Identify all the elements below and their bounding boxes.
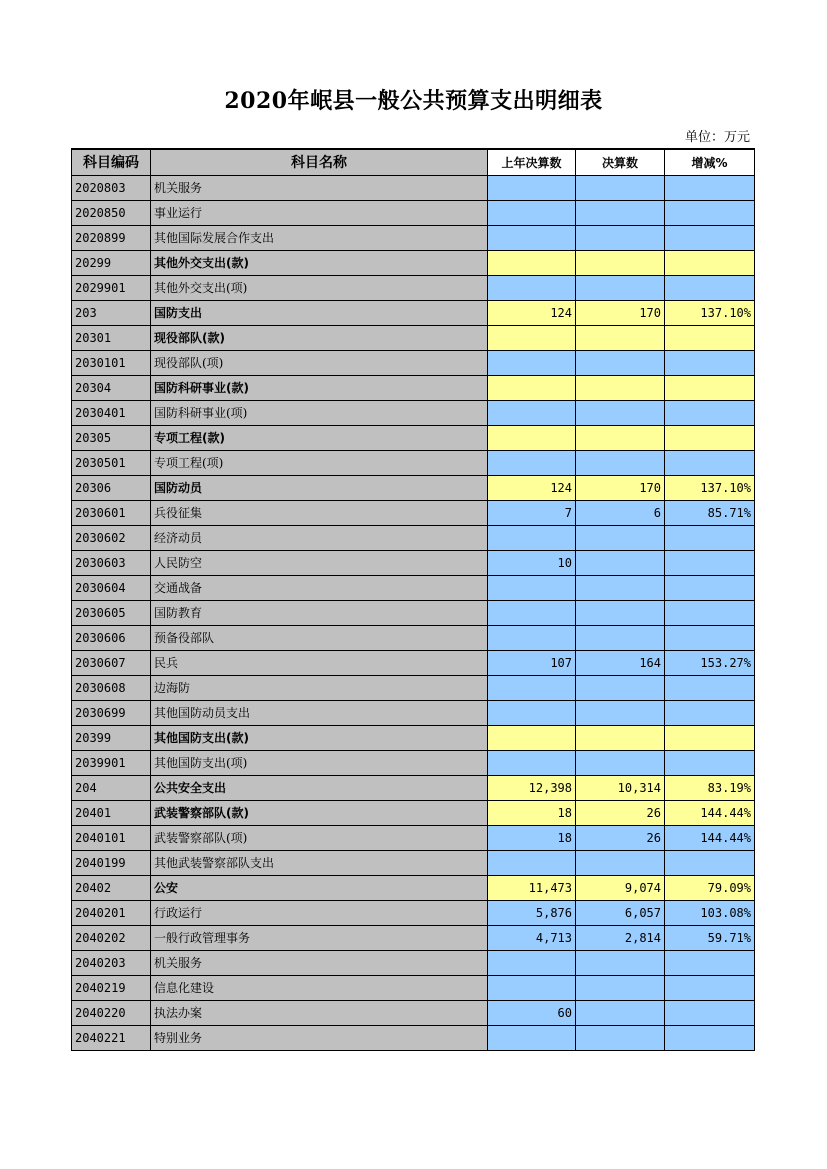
- name-cell: 其他外交支出(项): [151, 275, 488, 300]
- final-cell: [576, 675, 665, 700]
- prev-year-cell: [488, 600, 576, 625]
- final-cell: 9,074: [576, 875, 665, 900]
- table-row: [72, 450, 755, 475]
- code-cell: 2020803: [72, 175, 151, 200]
- code-cell: 2040202: [72, 925, 151, 950]
- change-cell: 59.71%: [665, 925, 755, 950]
- final-cell: [576, 200, 665, 225]
- code-cell: 20401: [72, 800, 151, 825]
- name-cell: 交通战备: [151, 575, 488, 600]
- code-cell: 20306: [72, 475, 151, 500]
- change-cell: [665, 175, 755, 200]
- code-cell: 2030699: [72, 700, 151, 725]
- code-cell: 2030401: [72, 400, 151, 425]
- change-cell: [665, 575, 755, 600]
- change-cell: 144.44%: [665, 800, 755, 825]
- name-cell: 民兵: [151, 650, 488, 675]
- change-cell: [665, 675, 755, 700]
- prev-year-cell: [488, 450, 576, 475]
- code-cell: 2040220: [72, 1000, 151, 1025]
- change-cell: [665, 425, 755, 450]
- final-cell: 10,314: [576, 775, 665, 800]
- change-cell: [665, 225, 755, 250]
- prev-year-cell: 18: [488, 800, 576, 825]
- final-cell: [576, 275, 665, 300]
- final-cell: [576, 625, 665, 650]
- name-cell: 人民防空: [151, 550, 488, 575]
- code-cell: 20299: [72, 250, 151, 275]
- table-row: [72, 975, 755, 1000]
- table-row: [72, 900, 755, 925]
- table-row: [72, 175, 755, 200]
- header-prev-year: 上年决算数: [488, 149, 576, 175]
- final-cell: [576, 950, 665, 975]
- final-cell: [576, 700, 665, 725]
- prev-year-cell: 11,473: [488, 875, 576, 900]
- table-row: [72, 400, 755, 425]
- code-cell: 2030608: [72, 675, 151, 700]
- prev-year-cell: [488, 750, 576, 775]
- prev-year-cell: [488, 200, 576, 225]
- code-cell: 2040219: [72, 975, 151, 1000]
- change-cell: [665, 375, 755, 400]
- final-cell: 26: [576, 825, 665, 850]
- change-cell: [665, 1025, 755, 1050]
- page-title: 2020年岷县一般公共预算支出明细表: [224, 88, 603, 114]
- final-cell: 170: [576, 475, 665, 500]
- table-row: [72, 950, 755, 975]
- change-cell: 153.27%: [665, 650, 755, 675]
- change-cell: [665, 600, 755, 625]
- name-cell: 专项工程(款): [151, 425, 488, 450]
- prev-year-cell: 4,713: [488, 925, 576, 950]
- table-row: [72, 600, 755, 625]
- code-cell: 20305: [72, 425, 151, 450]
- name-cell: 经济动员: [151, 525, 488, 550]
- header-row: [72, 149, 755, 175]
- header-change: 增减%: [665, 149, 755, 175]
- code-cell: 20399: [72, 725, 151, 750]
- name-cell: 执法办案: [151, 1000, 488, 1025]
- name-cell: 其他国际发展合作支出: [151, 225, 488, 250]
- change-cell: [665, 525, 755, 550]
- table-row: [72, 925, 755, 950]
- code-cell: 2030606: [72, 625, 151, 650]
- prev-year-cell: [488, 350, 576, 375]
- table-row: [72, 250, 755, 275]
- final-cell: 6: [576, 500, 665, 525]
- table-row: [72, 375, 755, 400]
- final-cell: [576, 1025, 665, 1050]
- change-cell: [665, 725, 755, 750]
- change-cell: [665, 850, 755, 875]
- table-row: [72, 725, 755, 750]
- final-cell: [576, 325, 665, 350]
- code-cell: 2030604: [72, 575, 151, 600]
- final-cell: 170: [576, 300, 665, 325]
- prev-year-cell: 124: [488, 475, 576, 500]
- prev-year-cell: [488, 525, 576, 550]
- table-row: [72, 1000, 755, 1025]
- name-cell: 公安: [151, 875, 488, 900]
- final-cell: [576, 525, 665, 550]
- prev-year-cell: [488, 700, 576, 725]
- code-cell: 203: [72, 300, 151, 325]
- change-cell: [665, 1000, 755, 1025]
- prev-year-cell: [488, 725, 576, 750]
- name-cell: 其他国防支出(项): [151, 750, 488, 775]
- prev-year-cell: [488, 675, 576, 700]
- change-cell: [665, 625, 755, 650]
- code-cell: 2030602: [72, 525, 151, 550]
- name-cell: 国防支出: [151, 300, 488, 325]
- table-row: [72, 875, 755, 900]
- prev-year-cell: 7: [488, 500, 576, 525]
- name-cell: 其他国防动员支出: [151, 700, 488, 725]
- table-row: [72, 675, 755, 700]
- final-cell: [576, 550, 665, 575]
- code-cell: 2029901: [72, 275, 151, 300]
- change-cell: [665, 325, 755, 350]
- budget-table: [71, 148, 755, 1051]
- final-cell: [576, 425, 665, 450]
- final-cell: [576, 250, 665, 275]
- header-name: 科目名称: [151, 149, 488, 175]
- name-cell: 机关服务: [151, 950, 488, 975]
- final-cell: [576, 575, 665, 600]
- final-cell: [576, 975, 665, 1000]
- code-cell: 20301: [72, 325, 151, 350]
- name-cell: 特别业务: [151, 1025, 488, 1050]
- name-cell: 机关服务: [151, 175, 488, 200]
- final-cell: [576, 600, 665, 625]
- name-cell: 一般行政管理事务: [151, 925, 488, 950]
- change-cell: 79.09%: [665, 875, 755, 900]
- table-row: [72, 325, 755, 350]
- table-row: [72, 1025, 755, 1050]
- table-row: [72, 425, 755, 450]
- change-cell: 144.44%: [665, 825, 755, 850]
- change-cell: 103.08%: [665, 900, 755, 925]
- name-cell: 兵役征集: [151, 500, 488, 525]
- change-cell: [665, 950, 755, 975]
- code-cell: 2020850: [72, 200, 151, 225]
- table-row: [72, 350, 755, 375]
- code-cell: 204: [72, 775, 151, 800]
- table-row: [72, 200, 755, 225]
- change-cell: [665, 750, 755, 775]
- final-cell: 164: [576, 650, 665, 675]
- final-cell: [576, 850, 665, 875]
- name-cell: 现役部队(款): [151, 325, 488, 350]
- prev-year-cell: 60: [488, 1000, 576, 1025]
- code-cell: 2030603: [72, 550, 151, 575]
- table-row: [72, 800, 755, 825]
- name-cell: 其他武装警察部队支出: [151, 850, 488, 875]
- name-cell: 公共安全支出: [151, 775, 488, 800]
- prev-year-cell: [488, 250, 576, 275]
- final-cell: 6,057: [576, 900, 665, 925]
- code-cell: 2040201: [72, 900, 151, 925]
- table-row: [72, 550, 755, 575]
- prev-year-cell: [488, 625, 576, 650]
- final-cell: [576, 1000, 665, 1025]
- change-cell: [665, 400, 755, 425]
- prev-year-cell: 10: [488, 550, 576, 575]
- name-cell: 国防教育: [151, 600, 488, 625]
- name-cell: 现役部队(项): [151, 350, 488, 375]
- change-cell: [665, 700, 755, 725]
- table-row: [72, 225, 755, 250]
- code-cell: 2040221: [72, 1025, 151, 1050]
- name-cell: 信息化建设: [151, 975, 488, 1000]
- name-cell: 其他外交支出(款): [151, 250, 488, 275]
- prev-year-cell: [488, 400, 576, 425]
- name-cell: 国防动员: [151, 475, 488, 500]
- change-cell: [665, 350, 755, 375]
- table-row: [72, 475, 755, 500]
- code-cell: 2030501: [72, 450, 151, 475]
- prev-year-cell: [488, 575, 576, 600]
- prev-year-cell: [488, 1025, 576, 1050]
- code-cell: 2040199: [72, 850, 151, 875]
- table-row: [72, 700, 755, 725]
- prev-year-cell: [488, 325, 576, 350]
- table-row: [72, 275, 755, 300]
- name-cell: 预备役部队: [151, 625, 488, 650]
- prev-year-cell: [488, 975, 576, 1000]
- code-cell: 2040101: [72, 825, 151, 850]
- final-cell: [576, 375, 665, 400]
- prev-year-cell: [488, 950, 576, 975]
- final-cell: [576, 225, 665, 250]
- change-cell: [665, 450, 755, 475]
- prev-year-cell: [488, 275, 576, 300]
- table-row: [72, 850, 755, 875]
- name-cell: 事业运行: [151, 200, 488, 225]
- name-cell: 国防科研事业(款): [151, 375, 488, 400]
- final-cell: 2,814: [576, 925, 665, 950]
- prev-year-cell: 5,876: [488, 900, 576, 925]
- table-row: [72, 525, 755, 550]
- table-row: [72, 825, 755, 850]
- name-cell: 武装警察部队(项): [151, 825, 488, 850]
- table-row: [72, 300, 755, 325]
- change-cell: [665, 200, 755, 225]
- table-row: [72, 650, 755, 675]
- prev-year-cell: [488, 375, 576, 400]
- name-cell: 其他国防支出(款): [151, 725, 488, 750]
- code-cell: 2030605: [72, 600, 151, 625]
- prev-year-cell: [488, 425, 576, 450]
- prev-year-cell: 107: [488, 650, 576, 675]
- table-row: [72, 500, 755, 525]
- header-final: 决算数: [576, 149, 665, 175]
- table-row: [72, 575, 755, 600]
- header-code: 科目编码: [72, 149, 151, 175]
- change-cell: [665, 975, 755, 1000]
- final-cell: [576, 450, 665, 475]
- code-cell: 2030607: [72, 650, 151, 675]
- unit-label: 单位：万元: [684, 130, 750, 145]
- final-cell: 26: [576, 800, 665, 825]
- code-cell: 2030601: [72, 500, 151, 525]
- name-cell: 国防科研事业(项): [151, 400, 488, 425]
- code-cell: 20304: [72, 375, 151, 400]
- prev-year-cell: 124: [488, 300, 576, 325]
- table-row: [72, 750, 755, 775]
- final-cell: [576, 750, 665, 775]
- name-cell: 专项工程(项): [151, 450, 488, 475]
- change-cell: [665, 250, 755, 275]
- change-cell: 137.10%: [665, 475, 755, 500]
- prev-year-cell: [488, 225, 576, 250]
- table-row: [72, 775, 755, 800]
- code-cell: 20402: [72, 875, 151, 900]
- prev-year-cell: [488, 175, 576, 200]
- change-cell: 137.10%: [665, 300, 755, 325]
- change-cell: [665, 550, 755, 575]
- final-cell: [576, 350, 665, 375]
- prev-year-cell: 12,398: [488, 775, 576, 800]
- code-cell: 2040203: [72, 950, 151, 975]
- final-cell: [576, 400, 665, 425]
- code-cell: 2039901: [72, 750, 151, 775]
- name-cell: 行政运行: [151, 900, 488, 925]
- final-cell: [576, 725, 665, 750]
- name-cell: 武装警察部队(款): [151, 800, 488, 825]
- table-row: [72, 625, 755, 650]
- code-cell: 2020899: [72, 225, 151, 250]
- prev-year-cell: 18: [488, 825, 576, 850]
- code-cell: 2030101: [72, 350, 151, 375]
- change-cell: [665, 275, 755, 300]
- final-cell: [576, 175, 665, 200]
- change-cell: 85.71%: [665, 500, 755, 525]
- prev-year-cell: [488, 850, 576, 875]
- name-cell: 边海防: [151, 675, 488, 700]
- change-cell: 83.19%: [665, 775, 755, 800]
